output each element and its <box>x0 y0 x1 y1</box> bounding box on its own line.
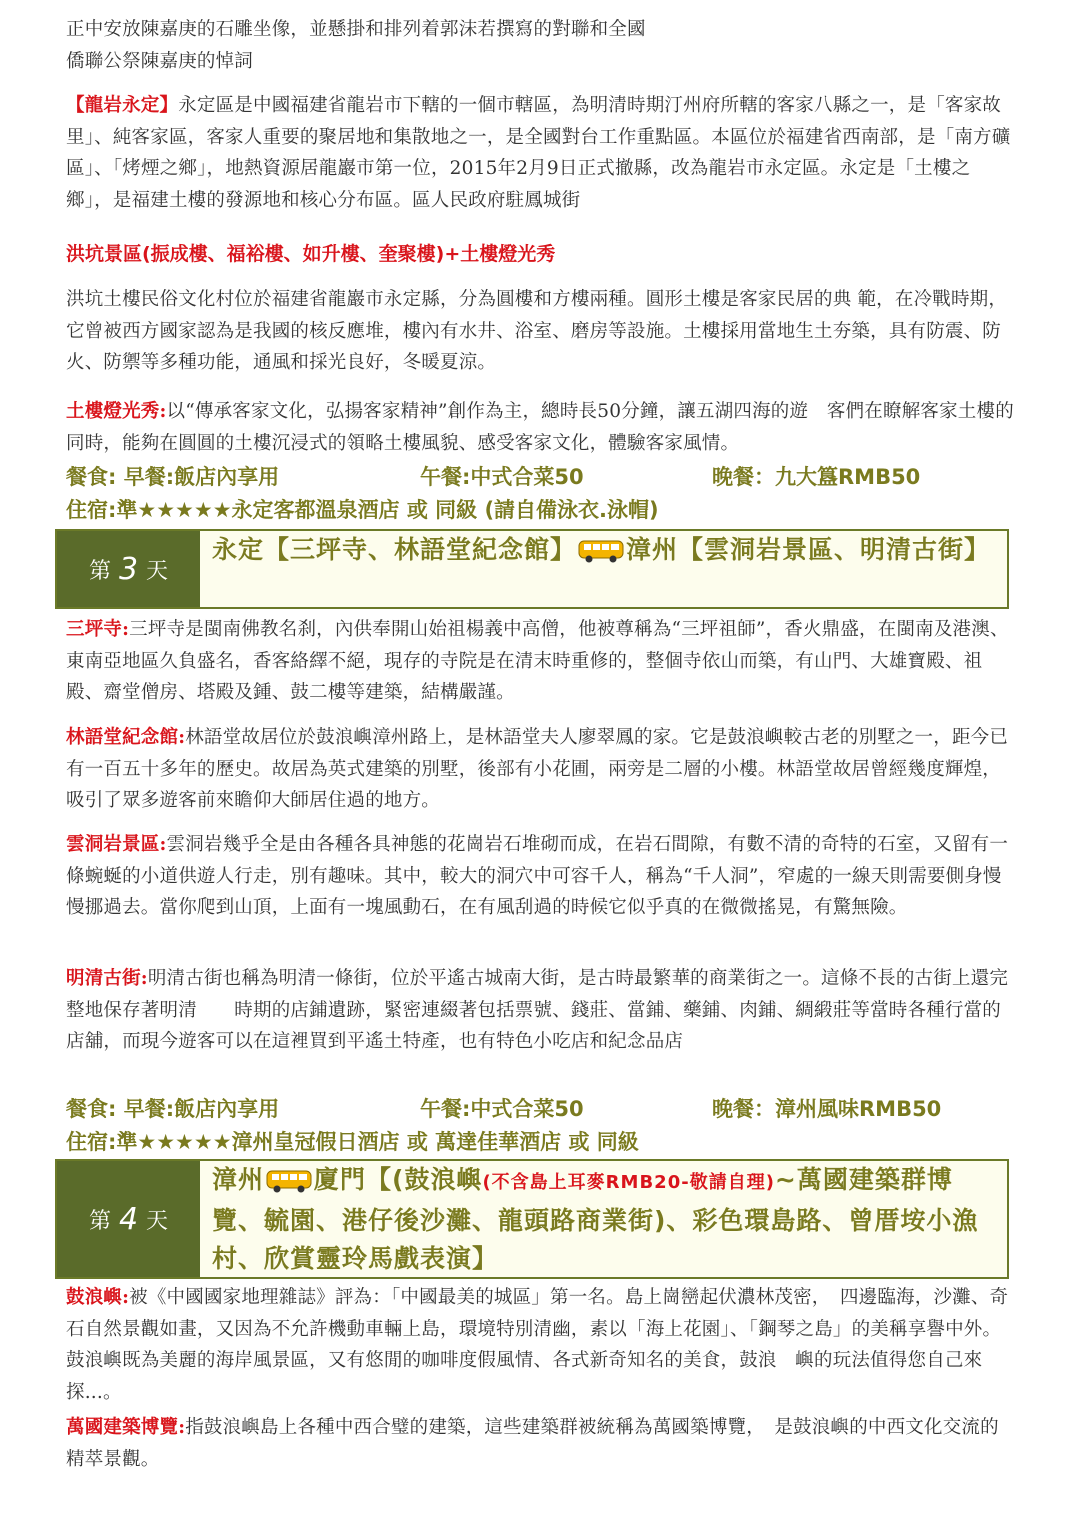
day2-hotel: 住宿:準★★★★★永定客都溫泉酒店 或 同級 (請自備泳衣.泳帽) <box>66 498 659 522</box>
hongkeng-title: 洪坑景區(振成樓、福裕樓、如升樓、奎聚樓)+土樓燈光秀 <box>66 243 556 265</box>
sanping-paragraph: 三坪寺:三坪寺是閩南佛教名刹，內供奉開山始祖楊義中高僧，他被尊稱為“三坪祖師”，香火鼎盛，在閩南及港澳、東南亞地區久負盛名，香客絡繹不絕，現存的寺院是在清末時重修的，整個寺依山而築，有山門、大雄寶殿、祖殿、齋堂僧房、塔殿及鍾、鼓二樓等建築，結構嚴謹。 <box>66 619 1009 703</box>
yundong-label: 雲洞岩景區: <box>66 834 167 855</box>
day4-label: 第 4 天 <box>57 1161 200 1277</box>
bus-icon <box>578 538 624 564</box>
day4-header <box>55 1159 1009 1279</box>
day3-hotel: 住宿:準★★★★★漳州皇冠假日酒店 或 萬達佳華酒店 或 同級 <box>66 1130 639 1154</box>
wanguo-label: 萬國建築博覽: <box>66 1417 186 1438</box>
linyutang-label: 林語堂紀念館: <box>66 727 186 748</box>
breakfast-text: 餐食: 早餐:飯店內享用 <box>66 465 280 489</box>
yongding-paragraph <box>66 90 1014 216</box>
day2-meals <box>66 461 1026 493</box>
gulangyu-paragraph: 鼓浪嶼:被《中國國家地理雜誌》評為：「中國最美的城區」第一名。島上崗巒起伏濃林茂密， 四邊臨海，沙灘、奇石自然景觀如畫，又因為不允許機動車輛上島，環境特別清幽，素以「海上花園」、「鋼琴之島」的美稱享譽中外。鼓浪嶼既為美麗的海岸風景區，又有悠閒的咖啡度假風情、各式新奇知名的美食，鼓浪 嶼的玩法值得您自己來探...。 <box>66 1287 1009 1403</box>
day4-title: 漳州 廈門【(鼓浪嶼(不含島上耳麥RMB20-敬請自理)~萬國建築群博覽、毓園、港仔後沙灘、龍頭路商業街)、彩色環島路、曾厝垵小漁村、欣賞靈玲馬戲表演】 <box>212 1165 979 1273</box>
day3-header <box>55 529 1009 609</box>
dinner-text: 晚餐：九大簋RMB50 <box>712 465 921 489</box>
lightshow-label: 土樓燈光秀: <box>66 401 167 422</box>
intro-paragraph: 正中安放陳嘉庚的石雕坐像，並懸掛和排列着郭沫若撰寫的對聯和全國 僑聯公祭陳嘉庚的悼詞 <box>66 19 646 72</box>
wanguo-paragraph: 萬國建築博覽:指鼓浪嶼島上各種中西合璧的建築，這些建築群被統稱為萬國築博覽， 是鼓浪嶼的中西文化交流的精萃景觀。 <box>66 1417 999 1470</box>
mingqing-paragraph: 明清古街:明清古街也稱為明清一條街，位於平遙古城南大街，是古時最繁華的商業街之一。這條不長的古街上還完整地保存著明清 時期的店鋪遺跡，緊密連綴著包括票號、錢莊、當鋪、藥鋪、肉鋪、綢緞莊等當時各種行當的店舖，而現今遊客可以在這裡買到平遙土特產，也有特色小吃店和紀念品店 <box>66 968 1009 1052</box>
yongding-text: 永定區是中國福建省龍岩市下轄的一個市轄區，為明清時期汀州府所轄的客家八縣之一，是「客家故里」、純客家區，客家人重要的聚居地和集散地之一，是全國對台工作重點區。本區位於福建省西南部，是「南方礦區」、「烤煙之鄉」，地熱資源居龍巖市第一位，2015年2月9日正式撤縣，改為龍岩市永定區。永定是「土樓之鄉」，是福建土樓的發源地和核心分布區。區人民政府駐鳳城街 <box>66 95 1011 211</box>
breakfast-text: 餐食: 早餐:飯店內享用 <box>66 1097 280 1121</box>
mingqing-label: 明清古街: <box>66 968 148 989</box>
day3-title: 永定【三坪寺、林語堂紀念館】 漳州【雲洞岩景區、明清古街】 <box>212 535 991 564</box>
yundong-paragraph: 雲洞岩景區:雲洞岩幾乎全是由各種各具神態的花崗岩石堆砌而成，在岩石間隙，有數不清的奇特的石室，又留有一條蜿蜒的小道供遊人行走，別有趣味。其中，較大的洞穴中可容千人，稱為“千人洞”，窄處的一線天則需要側身慢慢挪過去。當你爬到山頂，上面有一塊風動石，在有風刮過的時候它似乎真的在微微搖晃，有驚無險。 <box>66 834 1009 918</box>
gulangyu-label: 鼓浪嶼: <box>66 1287 130 1308</box>
hongkeng-paragraph: 洪坑土樓民俗文化村位於福建省龍巖市永定縣，分為圓樓和方樓兩種。圓形土樓是客家民居的典 範，在冷戰時期，它曾被西方國家認為是我國的核反應堆，樓內有水井、浴室、磨房等設施。土樓採用當地生土夯築，具有防震、防火、防禦等多種功能，通風和採光良好，冬暖夏涼。 <box>66 289 1008 373</box>
bus-icon <box>266 1168 312 1194</box>
dinner-text: 晚餐：漳州風味RMB50 <box>712 1097 942 1121</box>
yongding-label: 【龍岩永定】 <box>66 95 179 116</box>
day3-label: 第 3 天 <box>57 531 200 607</box>
lightshow-paragraph: 土樓燈光秀:以“傳承客家文化，弘揚客家精神”創作為主，總時長50分鐘，讓五湖四海的遊 客們在瞭解客家土樓的同時，能夠在圓圓的土樓沉浸式的領略土樓風貌、感受客家文化，體驗客家風情。 <box>66 401 1014 454</box>
sanping-label: 三坪寺: <box>66 619 130 640</box>
linyutang-paragraph: 林語堂紀念館:林語堂故居位於鼓浪嶼漳州路上，是林語堂夫人廖翠鳳的家。它是鼓浪嶼較古老的別墅之一，距今已有一百五十多年的歷史。故居為英式建築的別墅，後部有小花圃，兩旁是二層的小樓。林語堂故居曾經幾度輝煌，吸引了眾多遊客前來瞻仰大師居住過的地方。 <box>66 727 1009 811</box>
lunch-text: 午餐:中式合菜50 <box>420 1097 584 1121</box>
lunch-text: 午餐:中式合菜50 <box>420 465 584 489</box>
day3-meals <box>66 1093 1026 1125</box>
